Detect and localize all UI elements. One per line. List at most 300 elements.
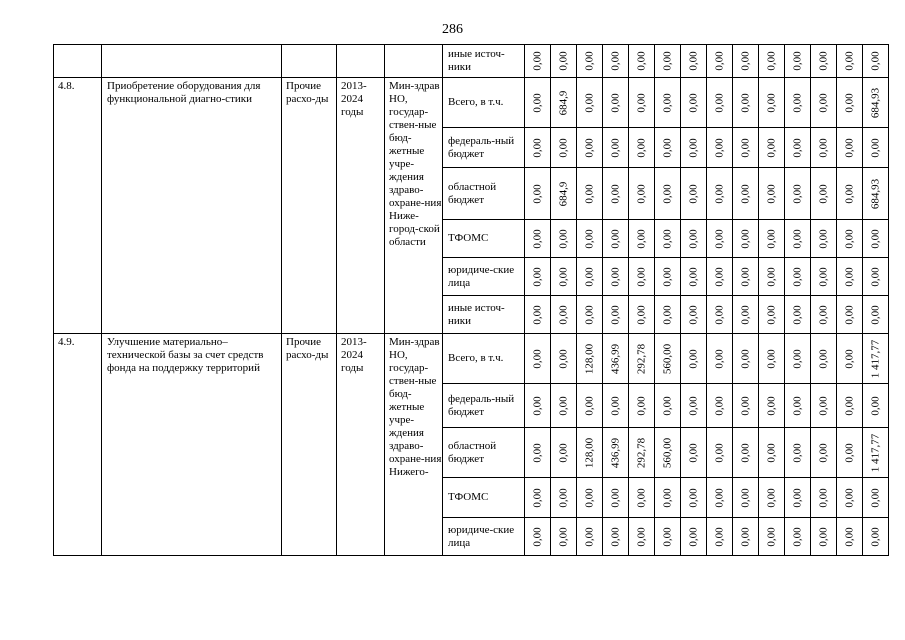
value-text: 128,00	[583, 437, 595, 468]
value-cell	[837, 334, 863, 384]
value-text: 0,00	[557, 526, 569, 547]
value-text: 0,00	[531, 92, 543, 113]
value-text: 0,00	[817, 395, 829, 416]
value-text: 0,00	[739, 304, 751, 325]
value-cell	[551, 168, 577, 220]
value-cell	[681, 258, 707, 296]
source-cell: ТФОМС	[443, 478, 525, 518]
measure-number: 4.9.	[54, 334, 102, 556]
value-text: 0,00	[765, 395, 777, 416]
value-cell	[525, 258, 551, 296]
value-cell	[577, 128, 603, 168]
value-text: 0,00	[661, 92, 673, 113]
value-cell	[837, 128, 863, 168]
value-text: 0,00	[739, 348, 751, 369]
value-text: 0,00	[791, 92, 803, 113]
value-cell	[525, 45, 551, 78]
expense-type: Прочие расхо-ды	[282, 78, 337, 334]
value-cell	[785, 428, 811, 478]
value-text: 436,99	[609, 437, 621, 468]
value-text: 0,00	[739, 92, 751, 113]
value-text: 0,00	[739, 442, 751, 463]
value-text: 0,00	[557, 137, 569, 158]
value-text: 0,00	[817, 228, 829, 249]
value-cell	[551, 45, 577, 78]
value-cell	[603, 428, 629, 478]
value-text: 0,00	[713, 395, 725, 416]
value-text: 0,00	[583, 526, 595, 547]
value-cell	[811, 296, 837, 334]
expense-type: Прочие расхо-ды	[282, 334, 337, 556]
budget-table	[53, 44, 889, 556]
value-text: 0,00	[661, 266, 673, 287]
value-cell	[603, 334, 629, 384]
value-text: 0,00	[635, 228, 647, 249]
value-text: 0,00	[739, 487, 751, 508]
value-text: 0,00	[843, 526, 855, 547]
value-cell	[655, 168, 681, 220]
value-cell	[733, 384, 759, 428]
value-text: 0,00	[817, 266, 829, 287]
source-cell: иные источ-ники	[443, 296, 525, 334]
value-text: 0,00	[531, 228, 543, 249]
value-text: 0,00	[687, 442, 699, 463]
value-cell	[551, 334, 577, 384]
value-text: 0,00	[843, 304, 855, 325]
value-cell	[551, 428, 577, 478]
value-cell	[681, 334, 707, 384]
value-cell	[733, 78, 759, 128]
value-text: 0,00	[791, 442, 803, 463]
value-text: 0,00	[687, 304, 699, 325]
value-cell	[629, 428, 655, 478]
value-cell	[707, 478, 733, 518]
source-cell: федераль-ный бюджет	[443, 384, 525, 428]
value-cell	[681, 518, 707, 556]
value-cell	[655, 384, 681, 428]
value-cell	[603, 518, 629, 556]
empty-cell	[282, 45, 337, 78]
value-text: 0,00	[817, 526, 829, 547]
value-cell	[603, 296, 629, 334]
value-cell	[811, 478, 837, 518]
value-text: 0,00	[713, 137, 725, 158]
value-cell	[707, 258, 733, 296]
value-text: 0,00	[557, 395, 569, 416]
executor: Мин-здрав НО, государ-ствен-ные бюд-жетные учре-ждения здраво-охране-ния Ниже-город-ской области	[385, 78, 443, 334]
value-cell	[629, 478, 655, 518]
table-row	[54, 45, 889, 78]
value-text: 0,00	[817, 92, 829, 113]
value-text: 0,00	[687, 92, 699, 113]
value-text: 0,00	[791, 183, 803, 204]
value-text: 0,00	[739, 395, 751, 416]
value-cell	[837, 478, 863, 518]
value-cell	[629, 384, 655, 428]
value-cell	[655, 128, 681, 168]
value-text: 0,00	[765, 266, 777, 287]
value-cell	[551, 296, 577, 334]
value-cell	[629, 296, 655, 334]
value-cell	[655, 220, 681, 258]
value-cell	[681, 78, 707, 128]
value-text: 0,00	[869, 395, 881, 416]
value-cell	[733, 334, 759, 384]
value-text: 0,00	[713, 526, 725, 547]
value-cell	[811, 518, 837, 556]
value-text: 0,00	[739, 526, 751, 547]
value-text: 0,00	[531, 487, 543, 508]
value-text: 0,00	[817, 442, 829, 463]
value-cell	[681, 168, 707, 220]
value-text: 0,00	[843, 92, 855, 113]
source-cell: областной бюджет	[443, 168, 525, 220]
value-text: 0,00	[869, 487, 881, 508]
value-text: 0,00	[661, 395, 673, 416]
value-cell	[525, 518, 551, 556]
source-cell: Всего, в т.ч.	[443, 334, 525, 384]
value-text: 0,00	[661, 51, 673, 71]
value-cell	[837, 428, 863, 478]
value-cell	[785, 518, 811, 556]
value-text: 0,00	[713, 266, 725, 287]
value-cell	[603, 220, 629, 258]
value-text: 0,00	[635, 137, 647, 158]
value-cell	[811, 428, 837, 478]
table-row	[54, 78, 889, 128]
value-text: 0,00	[583, 304, 595, 325]
value-text: 0,00	[765, 348, 777, 369]
value-text: 0,00	[609, 526, 621, 547]
value-cell	[759, 128, 785, 168]
value-text: 0,00	[791, 137, 803, 158]
value-cell	[577, 258, 603, 296]
value-cell	[759, 258, 785, 296]
value-text: 0,00	[791, 487, 803, 508]
value-text: 292,78	[635, 343, 647, 374]
value-text: 0,00	[687, 526, 699, 547]
value-text: 0,00	[661, 183, 673, 204]
value-cell	[863, 78, 889, 128]
value-cell	[811, 384, 837, 428]
value-cell	[525, 384, 551, 428]
value-text: 0,00	[739, 266, 751, 287]
value-text: 0,00	[791, 304, 803, 325]
value-text: 0,00	[609, 395, 621, 416]
value-text: 0,00	[609, 266, 621, 287]
value-cell	[811, 258, 837, 296]
value-text: 0,00	[843, 137, 855, 158]
value-text: 0,00	[531, 137, 543, 158]
value-cell	[733, 296, 759, 334]
value-cell	[603, 128, 629, 168]
value-cell	[837, 518, 863, 556]
value-text: 0,00	[843, 266, 855, 287]
value-cell	[785, 128, 811, 168]
value-cell	[837, 45, 863, 78]
value-text: 0,00	[557, 348, 569, 369]
value-cell	[707, 45, 733, 78]
value-text: 0,00	[687, 137, 699, 158]
value-cell	[863, 220, 889, 258]
value-cell	[603, 478, 629, 518]
value-cell	[837, 258, 863, 296]
value-cell	[577, 384, 603, 428]
value-cell	[811, 334, 837, 384]
value-cell	[655, 334, 681, 384]
value-cell	[811, 220, 837, 258]
value-cell	[525, 220, 551, 258]
value-cell	[785, 78, 811, 128]
value-text: 0,00	[791, 228, 803, 249]
value-text: 0,00	[687, 348, 699, 369]
value-cell	[629, 168, 655, 220]
value-cell	[733, 128, 759, 168]
value-cell	[733, 428, 759, 478]
value-cell	[577, 78, 603, 128]
value-text: 0,00	[583, 183, 595, 204]
value-text: 0,00	[635, 304, 647, 325]
value-cell	[629, 258, 655, 296]
value-cell	[863, 428, 889, 478]
value-cell	[759, 428, 785, 478]
value-cell	[577, 220, 603, 258]
value-cell	[733, 518, 759, 556]
value-text: 684,93	[869, 87, 881, 118]
value-text: 0,00	[635, 92, 647, 113]
value-text: 0,00	[817, 304, 829, 325]
value-text: 0,00	[531, 526, 543, 547]
value-cell	[577, 428, 603, 478]
value-text: 0,00	[843, 442, 855, 463]
value-cell	[863, 478, 889, 518]
value-cell	[785, 334, 811, 384]
value-text: 0,00	[609, 487, 621, 508]
value-cell	[655, 478, 681, 518]
value-cell	[681, 45, 707, 78]
value-text: 0,00	[843, 51, 855, 71]
value-cell	[655, 518, 681, 556]
value-text: 0,00	[713, 92, 725, 113]
value-cell	[707, 334, 733, 384]
value-text: 1 417,77	[869, 433, 881, 472]
value-text: 560,00	[661, 437, 673, 468]
value-cell	[811, 78, 837, 128]
value-text: 0,00	[713, 487, 725, 508]
period: 2013-2024 годы	[337, 334, 385, 556]
value-text: 0,00	[817, 348, 829, 369]
source-cell: областной бюджет	[443, 428, 525, 478]
value-cell	[603, 384, 629, 428]
value-text: 0,00	[583, 228, 595, 249]
value-cell	[629, 220, 655, 258]
value-cell	[863, 518, 889, 556]
source-cell: ТФОМС	[443, 220, 525, 258]
value-text: 0,00	[635, 51, 647, 71]
value-text: 0,00	[843, 487, 855, 508]
measure-name: Приобретение оборудования для функциональной диагно-стики	[102, 78, 282, 334]
value-text: 0,00	[635, 487, 647, 508]
value-text: 0,00	[661, 228, 673, 249]
value-cell	[655, 258, 681, 296]
value-text: 0,00	[791, 395, 803, 416]
value-text: 0,00	[843, 395, 855, 416]
value-cell	[759, 478, 785, 518]
value-cell	[863, 296, 889, 334]
value-text: 0,00	[817, 183, 829, 204]
value-text: 0,00	[583, 266, 595, 287]
value-text: 0,00	[713, 228, 725, 249]
value-text: 0,00	[739, 183, 751, 204]
source-cell: федераль-ный бюджет	[443, 128, 525, 168]
value-text: 0,00	[791, 266, 803, 287]
value-text: 0,00	[791, 51, 803, 71]
value-text: 0,00	[531, 304, 543, 325]
value-text: 0,00	[765, 183, 777, 204]
value-text: 0,00	[557, 304, 569, 325]
measure-name: Улучшение материально–технической базы за счет средств фонда на поддержку территорий	[102, 334, 282, 556]
value-text: 0,00	[635, 183, 647, 204]
value-cell	[707, 220, 733, 258]
value-cell	[525, 428, 551, 478]
value-text: 0,00	[765, 137, 777, 158]
value-text: 0,00	[583, 487, 595, 508]
value-cell	[655, 45, 681, 78]
value-text: 0,00	[531, 183, 543, 204]
source-cell: юридиче-ские лица	[443, 258, 525, 296]
value-text: 0,00	[583, 92, 595, 113]
value-cell	[707, 168, 733, 220]
value-cell	[785, 384, 811, 428]
value-text: 0,00	[687, 395, 699, 416]
value-cell	[629, 78, 655, 128]
empty-cell	[54, 45, 102, 78]
value-cell	[655, 78, 681, 128]
value-text: 0,00	[583, 137, 595, 158]
value-text: 0,00	[869, 137, 881, 158]
value-cell	[577, 334, 603, 384]
value-text: 0,00	[609, 51, 621, 71]
value-cell	[837, 384, 863, 428]
value-text: 0,00	[687, 228, 699, 249]
value-cell	[811, 168, 837, 220]
value-cell	[655, 296, 681, 334]
value-text: 0,00	[713, 183, 725, 204]
value-text: 0,00	[713, 51, 725, 71]
value-text: 0,00	[609, 92, 621, 113]
source-cell: иные источ- ники	[443, 45, 525, 78]
value-text: 0,00	[661, 137, 673, 158]
value-cell	[811, 45, 837, 78]
value-text: 0,00	[557, 442, 569, 463]
value-cell	[577, 45, 603, 78]
value-cell	[759, 334, 785, 384]
value-cell	[733, 220, 759, 258]
value-text: 0,00	[635, 395, 647, 416]
value-cell	[629, 45, 655, 78]
value-text: 0,00	[869, 228, 881, 249]
value-text: 0,00	[661, 304, 673, 325]
value-text: 0,00	[531, 348, 543, 369]
value-cell	[837, 296, 863, 334]
value-text: 1 417,77	[869, 339, 881, 378]
value-cell	[551, 518, 577, 556]
value-cell	[707, 428, 733, 478]
empty-cell	[102, 45, 282, 78]
value-cell	[759, 168, 785, 220]
value-cell	[603, 45, 629, 78]
value-cell	[759, 45, 785, 78]
value-cell	[733, 478, 759, 518]
value-text: 0,00	[661, 526, 673, 547]
value-text: 0,00	[687, 487, 699, 508]
value-text: 0,00	[869, 266, 881, 287]
value-text: 684,9	[557, 90, 569, 115]
value-cell	[551, 220, 577, 258]
value-cell	[733, 45, 759, 78]
value-cell	[551, 128, 577, 168]
value-cell	[577, 296, 603, 334]
period: 2013-2024 годы	[337, 78, 385, 334]
value-text: 128,00	[583, 343, 595, 374]
value-text: 0,00	[869, 51, 881, 71]
value-cell	[837, 78, 863, 128]
value-text: 0,00	[765, 51, 777, 71]
value-cell	[863, 128, 889, 168]
value-cell	[759, 384, 785, 428]
value-text: 0,00	[739, 137, 751, 158]
value-cell	[785, 258, 811, 296]
value-cell	[837, 168, 863, 220]
value-cell	[525, 334, 551, 384]
value-cell	[551, 478, 577, 518]
value-text: 0,00	[713, 442, 725, 463]
value-cell	[759, 220, 785, 258]
value-cell	[785, 168, 811, 220]
value-text: 0,00	[843, 183, 855, 204]
value-text: 436,99	[609, 343, 621, 374]
value-text: 0,00	[531, 395, 543, 416]
value-text: 0,00	[791, 526, 803, 547]
value-cell	[681, 220, 707, 258]
value-cell	[525, 128, 551, 168]
value-cell	[863, 384, 889, 428]
value-text: 0,00	[817, 51, 829, 71]
value-cell	[629, 334, 655, 384]
value-cell	[551, 384, 577, 428]
value-cell	[551, 258, 577, 296]
value-text: 0,00	[817, 137, 829, 158]
value-text: 0,00	[869, 526, 881, 547]
value-text: 0,00	[791, 348, 803, 369]
value-cell	[603, 258, 629, 296]
value-cell	[551, 78, 577, 128]
value-cell	[707, 518, 733, 556]
value-cell	[759, 78, 785, 128]
value-cell	[863, 258, 889, 296]
value-cell	[811, 128, 837, 168]
value-cell	[629, 518, 655, 556]
value-text: 684,9	[557, 181, 569, 206]
value-cell	[785, 220, 811, 258]
value-cell	[863, 168, 889, 220]
value-text: 0,00	[843, 348, 855, 369]
value-text: 0,00	[583, 395, 595, 416]
value-cell	[577, 478, 603, 518]
value-cell	[629, 128, 655, 168]
value-text: 0,00	[869, 304, 881, 325]
value-text: 0,00	[739, 228, 751, 249]
